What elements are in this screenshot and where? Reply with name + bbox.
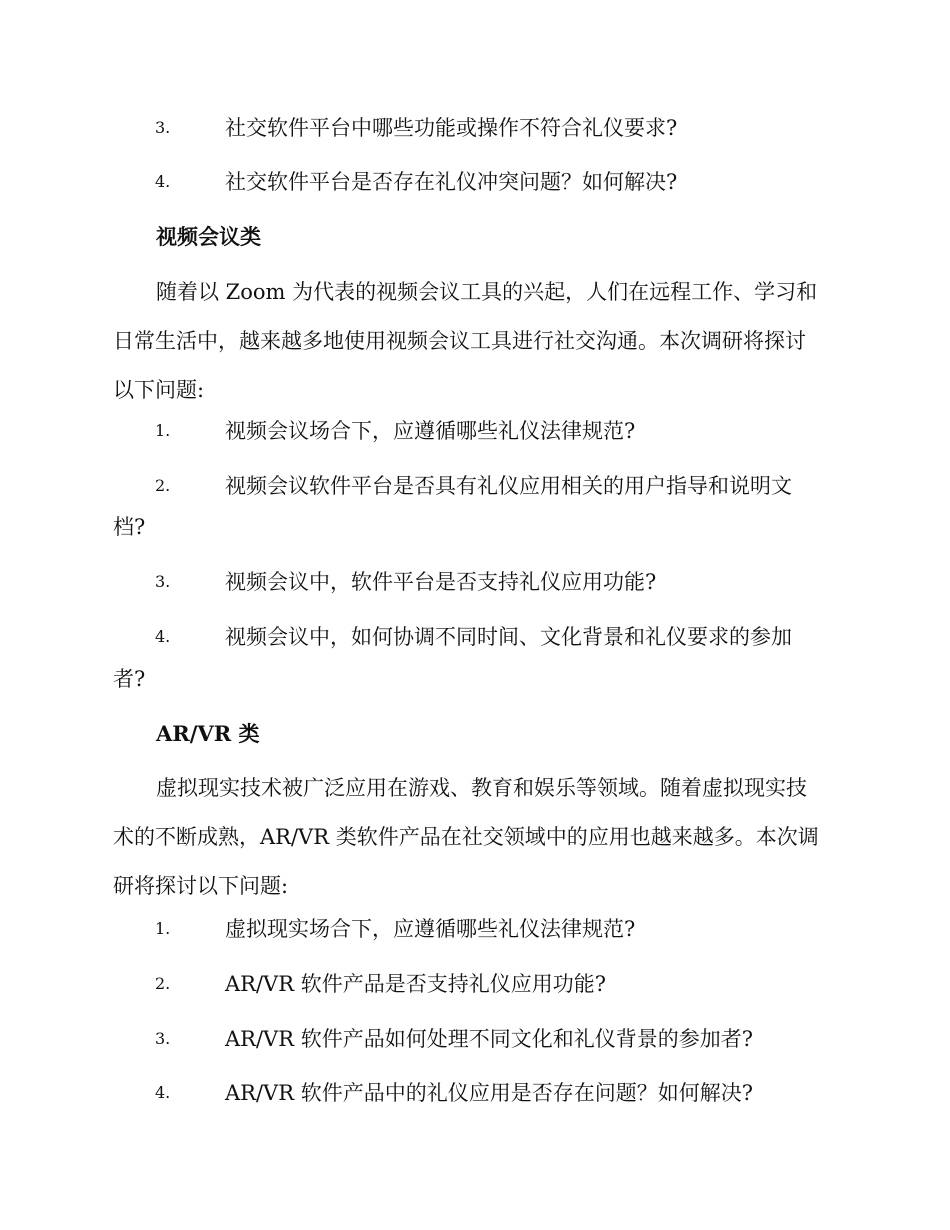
section-paragraph-video — [113, 268, 837, 415]
list-item — [0, 466, 950, 506]
list-item — [0, 411, 950, 451]
list-text: AR/VR 软件产品如何处理不同文化和礼仪背景的参加者? — [225, 1027, 753, 1051]
list-number: 4. — [155, 627, 171, 646]
list-number: 1. — [155, 919, 171, 938]
list-text: AR/VR 软件产品中的礼仪应用是否存在问题？如何解决? — [225, 1081, 753, 1105]
list-text: 社交软件平台是否存在礼仪冲突问题？如何解决? — [225, 170, 678, 194]
list-number: 2. — [155, 974, 171, 993]
list-number: 4. — [155, 1083, 171, 1102]
list-text: 社交软件平台中哪些功能或操作不符合礼仪要求? — [225, 116, 678, 140]
list-number: 3. — [155, 572, 171, 591]
section-heading-video: 视频会议类 — [156, 224, 261, 249]
list-item — [0, 1019, 950, 1059]
list-text: AR/VR 软件产品是否支持礼仪应用功能? — [225, 972, 606, 996]
paragraph-line: 研将探讨以下问题: — [113, 874, 289, 898]
list-number: 1. — [155, 421, 171, 440]
paragraph-line: 以下问题: — [113, 378, 205, 402]
paragraph-line: 日常生活中，越来越多地使用视频会议工具进行社交沟通。本次调研将探讨 — [113, 329, 806, 353]
list-text-continuation: 档? — [113, 515, 146, 539]
list-item — [0, 909, 950, 949]
list-item — [0, 562, 950, 602]
section-heading-arvr: AR/VR 类 — [156, 721, 260, 746]
list-text: 视频会议软件平台是否具有礼仪应用相关的用户指导和说明文 — [225, 474, 792, 498]
paragraph-line: 随着以 Zoom 为代表的视频会议工具的兴起，人们在远程工作、学习和 — [156, 280, 818, 304]
list-number: 2. — [155, 476, 171, 495]
list-text-continuation: 者? — [113, 667, 146, 691]
list-item — [0, 108, 950, 148]
paragraph-line: 虚拟现实技术被广泛应用在游戏、教育和娱乐等领域。随着虚拟现实技 — [156, 776, 807, 800]
list-number: 3. — [155, 1029, 171, 1048]
list-number: 3. — [155, 118, 171, 137]
list-text: 视频会议中，软件平台是否支持礼仪应用功能? — [225, 570, 657, 594]
section-paragraph-arvr — [113, 764, 837, 911]
paragraph-line: 术的不断成熟，AR/VR 类软件产品在社交领域中的应用也越来越多。本次调 — [113, 825, 819, 849]
list-number: 4. — [155, 172, 171, 191]
list-item — [0, 162, 950, 202]
list-item — [0, 1073, 950, 1113]
list-text: 视频会议中，如何协调不同时间、文化背景和礼仪要求的参加 — [225, 625, 792, 649]
list-text: 虚拟现实场合下，应遵循哪些礼仪法律规范? — [225, 917, 636, 941]
list-text: 视频会议场合下，应遵循哪些礼仪法律规范? — [225, 419, 636, 443]
list-item — [0, 964, 950, 1004]
list-item — [0, 617, 950, 657]
